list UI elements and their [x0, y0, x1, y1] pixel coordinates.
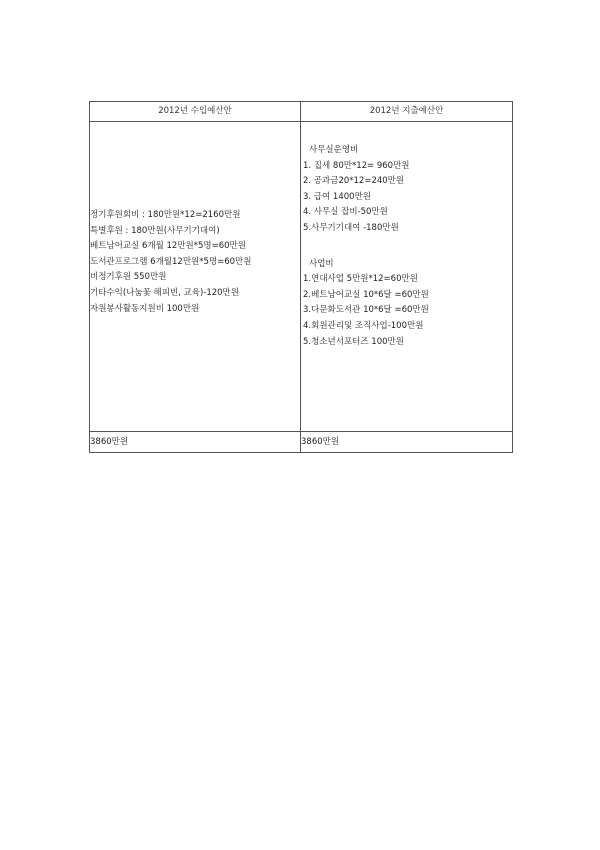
expense-line: 5.청소년서포터즈 100만원: [303, 336, 404, 347]
income-line: 도서관프로그램 6개월12만원*5명=60만원: [90, 256, 252, 267]
expense-line: 1.연대사업 5만원*12=60만원: [303, 274, 418, 285]
office-operating-cost-title: 사무실운영비: [309, 145, 359, 155]
expense-budget-header: 2012년 지출예산안: [301, 102, 513, 122]
income-line: 기타수익(나눔꽃 해피빈, 교육)-120만원: [90, 287, 239, 298]
income-total: 3860만원: [90, 432, 301, 453]
income-budget-header: 2012년 수입예산안: [90, 102, 301, 122]
budget-table: [89, 101, 513, 453]
expense-cell: [301, 122, 513, 432]
section-spacer: [301, 237, 512, 255]
expense-line: 2.베트남어교실 10*6달 =60만원: [303, 289, 429, 300]
income-line: 베트남어교실 6개월 12만원*5명=60만원: [90, 241, 246, 252]
income-line: 정기후원회비 : 180만원*12=2160만원: [90, 210, 241, 220]
income-list: [90, 122, 300, 317]
income-line: 비정기후원 550만원: [90, 272, 167, 283]
project-cost-title: 사업비: [309, 258, 334, 269]
expense-total: 3860만원: [301, 432, 513, 453]
expense-line: 4. 사무실 잡비-50만원: [303, 207, 388, 218]
income-cell: [90, 122, 301, 432]
expense-line: 5.사무기기대여 -180만원: [303, 222, 399, 233]
income-line: 자원봉사활동지원비 100만원: [90, 303, 200, 314]
body-row: [90, 122, 513, 432]
income-line: 특별후원 : 180만원(사무기기대여): [90, 225, 220, 236]
expense-list: [301, 122, 512, 350]
expense-line: 4.회원관리및 조직사업-100만원: [303, 320, 424, 331]
expense-line: 1. 집세 80만*12= 960만원: [303, 160, 410, 171]
expense-line: 3. 급여 1400만원: [303, 191, 371, 202]
header-row: [90, 102, 513, 122]
total-row: [90, 432, 513, 453]
expense-line: 3.다문화도서관 10*6달 =60만원: [303, 305, 429, 316]
expense-line: 2. 공과금20*12=240만원: [303, 176, 405, 187]
